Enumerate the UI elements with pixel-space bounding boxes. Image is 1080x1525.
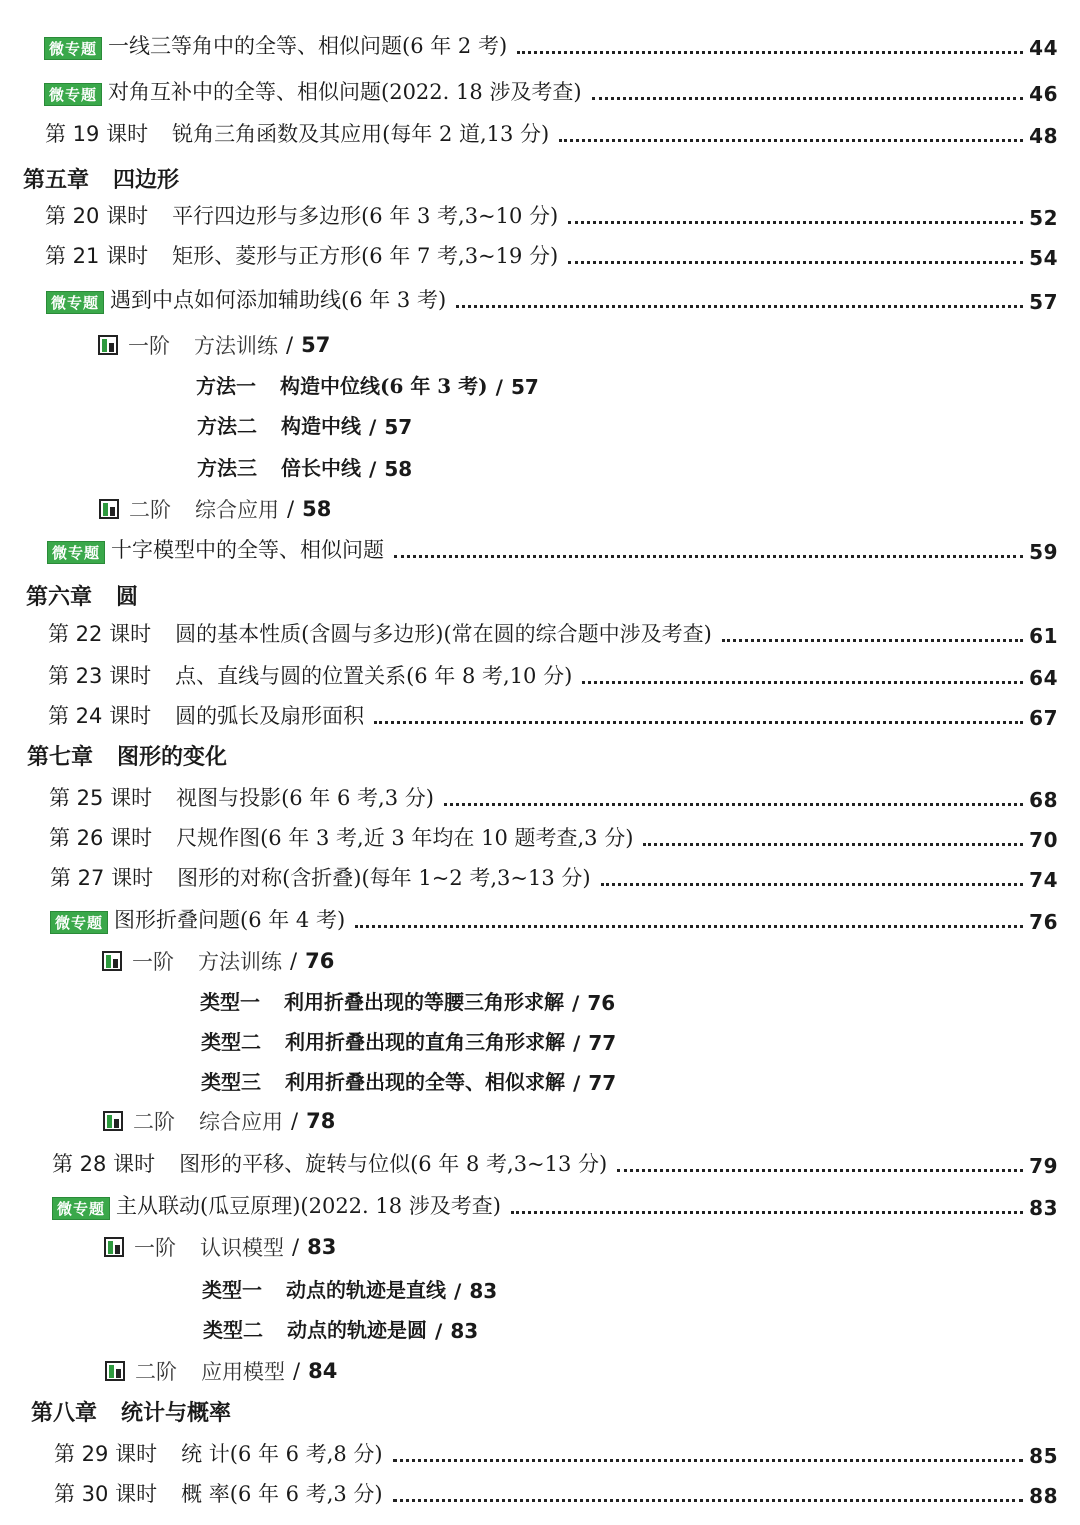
chapter-title: 圆: [116, 585, 139, 610]
chapter-heading[interactable]: [31, 1396, 231, 1427]
stage-bar-icon: [99, 499, 119, 519]
chapter-number: 第八章: [31, 1401, 98, 1426]
toc-entry[interactable]: [48, 618, 1058, 648]
page-number: 61: [1029, 624, 1058, 648]
chapter-heading[interactable]: [27, 740, 227, 771]
method-entry[interactable]: [201, 1066, 616, 1095]
chapter-number: 第五章: [23, 168, 90, 193]
page-number: 57: [1029, 290, 1058, 314]
stage-entry[interactable]: [98, 330, 330, 360]
page-number: 78: [306, 1109, 336, 1133]
micro-topic-badge: 微专题: [50, 911, 108, 934]
page-number: 68: [1029, 788, 1058, 812]
method-title: 构造中位线(6 年 3 考): [280, 374, 488, 398]
entry-title: 点、直线与圆的位置关系(6 年 8 考,10 分): [175, 664, 573, 688]
entry-title: 尺规作图(6 年 3 考,近 3 年均在 10 题考查,3 分): [176, 826, 634, 850]
stage-title: 方法训练: [194, 334, 278, 358]
stage-name: 一阶: [128, 334, 170, 358]
stage-title: 方法训练: [198, 950, 282, 974]
toc-entry[interactable]: [47, 534, 1058, 564]
page-number: 77: [588, 1031, 617, 1055]
toc-entry[interactable]: [45, 200, 1058, 230]
toc-entry[interactable]: [50, 904, 1058, 934]
page-number: 85: [1029, 1444, 1058, 1468]
separator: /: [573, 1071, 581, 1095]
leader-dots: [592, 97, 1024, 100]
toc-entry[interactable]: [44, 76, 1058, 106]
stage-name: 二阶: [135, 1360, 177, 1384]
page-number: 84: [308, 1359, 338, 1383]
page-number: 58: [384, 457, 413, 481]
page-number: 77: [588, 1071, 617, 1095]
page-number: 74: [1029, 868, 1058, 892]
leader-dots: [568, 261, 1023, 264]
method-entry[interactable]: [203, 1314, 478, 1343]
lesson-number: 第 26 课时: [49, 826, 153, 850]
lesson-number: 第 27 课时: [50, 866, 154, 890]
toc-entry[interactable]: [52, 1190, 1058, 1220]
entry-title: 图形折叠问题(6 年 4 考): [114, 908, 346, 932]
toc-entry[interactable]: [49, 782, 1058, 812]
toc-entry[interactable]: [45, 240, 1058, 270]
lesson-number: 第 29 课时: [54, 1442, 158, 1466]
lesson-number: 第 21 课时: [45, 244, 149, 268]
lesson-number: 第 24 课时: [48, 704, 152, 728]
page-number: 57: [384, 415, 413, 439]
stage-title: 综合应用: [199, 1110, 283, 1134]
leader-dots: [559, 139, 1023, 142]
leader-dots: [511, 1211, 1023, 1214]
stage-title: 应用模型: [201, 1360, 285, 1384]
page-number: 48: [1029, 124, 1058, 148]
method-title: 利用折叠出现的全等、相似求解: [285, 1070, 565, 1094]
stage-bar-icon: [102, 951, 122, 971]
entry-title: 十字模型中的全等、相似问题: [111, 538, 385, 562]
micro-topic-badge: 微专题: [47, 541, 105, 564]
stage-title: 综合应用: [195, 498, 279, 522]
entry-title: 对角互补中的全等、相似问题(2022. 18 涉及考查): [108, 80, 582, 104]
page-number: 46: [1029, 82, 1058, 106]
page-number: 83: [450, 1319, 479, 1343]
leader-dots: [643, 843, 1023, 846]
page-number: 70: [1029, 828, 1058, 852]
micro-topic-badge: 微专题: [46, 291, 104, 314]
page-number: 76: [1029, 910, 1058, 934]
entry-title: 图形的平移、旋转与位似(6 年 8 考,3~13 分): [179, 1152, 608, 1176]
separator: /: [286, 333, 294, 357]
stage-bar-icon: [104, 1237, 124, 1257]
method-entry[interactable]: [197, 452, 412, 481]
method-name: 类型三: [201, 1070, 261, 1094]
leader-dots: [582, 681, 1023, 684]
separator: /: [573, 1031, 581, 1055]
separator: /: [495, 375, 503, 399]
separator: /: [290, 949, 298, 973]
method-name: 类型一: [202, 1278, 262, 1302]
method-title: 构造中线: [281, 414, 361, 438]
page-number: 83: [307, 1235, 337, 1259]
entry-title: 遇到中点如何添加辅助线(6 年 3 考): [110, 288, 447, 312]
separator: /: [369, 415, 377, 439]
leader-dots: [517, 51, 1023, 54]
method-name: 方法一: [196, 374, 256, 398]
entry-title: 一线三等角中的全等、相似问题(6 年 2 考): [108, 34, 508, 58]
chapter-heading[interactable]: [26, 580, 138, 611]
toc-entry[interactable]: [49, 822, 1058, 852]
separator: /: [287, 497, 295, 521]
page-number: 52: [1029, 206, 1058, 230]
separator: /: [369, 457, 377, 481]
entry-title: 圆的基本性质(含圆与多边形)(常在圆的综合题中涉及考查): [175, 622, 712, 646]
chapter-title: 四边形: [113, 168, 180, 193]
toc-entry[interactable]: [48, 660, 1058, 690]
lesson-number: 第 20 课时: [45, 204, 149, 228]
lesson-number: 第 19 课时: [45, 122, 149, 146]
page-number: 83: [1029, 1196, 1058, 1220]
chapter-number: 第七章: [27, 745, 94, 770]
page-number: 58: [302, 497, 332, 521]
toc-entry[interactable]: [45, 118, 1058, 148]
entry-title: 视图与投影(6 年 6 考,3 分): [176, 786, 434, 810]
method-name: 方法二: [197, 414, 257, 438]
micro-topic-badge: 微专题: [52, 1197, 110, 1220]
method-entry[interactable]: [201, 1026, 616, 1055]
entry-title: 统 计(6 年 6 考,8 分): [181, 1442, 383, 1466]
entry-title: 概 率(6 年 6 考,3 分): [181, 1482, 383, 1506]
method-entry[interactable]: [200, 986, 615, 1015]
page-number: 59: [1029, 540, 1058, 564]
separator: /: [292, 1235, 300, 1259]
stage-bar-icon: [105, 1361, 125, 1381]
leader-dots: [355, 925, 1023, 928]
entry-title: 主从联动(瓜豆原理)(2022. 18 涉及考查): [116, 1194, 501, 1218]
stage-name: 二阶: [133, 1110, 175, 1134]
method-entry[interactable]: [196, 370, 539, 399]
separator: /: [291, 1109, 299, 1133]
lesson-number: 第 25 课时: [49, 786, 153, 810]
leader-dots: [394, 555, 1023, 558]
lesson-number: 第 23 课时: [48, 664, 152, 688]
lesson-number: 第 30 课时: [54, 1482, 158, 1506]
toc-entry[interactable]: [50, 862, 1058, 892]
stage-entry[interactable]: [99, 494, 331, 524]
leader-dots: [393, 1499, 1024, 1502]
method-name: 类型二: [201, 1030, 261, 1054]
entry-title: 锐角三角函数及其应用(每年 2 道,13 分): [172, 122, 550, 146]
leader-dots: [374, 721, 1023, 724]
method-title: 动点的轨迹是圆: [287, 1318, 427, 1342]
stage-title: 认识模型: [200, 1236, 284, 1260]
chapter-title: 统计与概率: [121, 1401, 232, 1426]
stage-bar-icon: [103, 1111, 123, 1131]
method-name: 方法三: [197, 456, 257, 480]
stage-entry[interactable]: [105, 1356, 337, 1386]
page-number: 64: [1029, 666, 1058, 690]
method-title: 利用折叠出现的直角三角形求解: [285, 1030, 565, 1054]
method-entry[interactable]: [202, 1274, 497, 1303]
method-name: 类型二: [203, 1318, 263, 1342]
stage-name: 一阶: [132, 950, 174, 974]
page-number: 57: [510, 375, 539, 399]
leader-dots: [722, 639, 1023, 642]
stage-entry[interactable]: [104, 1232, 336, 1262]
micro-topic-badge: 微专题: [44, 83, 102, 106]
method-title: 倍长中线: [281, 456, 361, 480]
page-number: 76: [305, 949, 335, 973]
toc-entry[interactable]: [46, 284, 1058, 314]
page-number: 79: [1029, 1154, 1058, 1178]
separator: /: [435, 1319, 443, 1343]
page-number: 44: [1029, 36, 1058, 60]
entry-title: 圆的弧长及扇形面积: [175, 704, 365, 728]
toc-entry[interactable]: [54, 1438, 1058, 1468]
method-title: 动点的轨迹是直线: [286, 1278, 446, 1302]
stage-name: 二阶: [129, 498, 171, 522]
method-name: 类型一: [200, 990, 260, 1014]
chapter-heading[interactable]: [23, 163, 179, 194]
leader-dots: [568, 221, 1023, 224]
leader-dots: [444, 803, 1023, 806]
lesson-number: 第 22 课时: [48, 622, 152, 646]
lesson-number: 第 28 课时: [52, 1152, 156, 1176]
stage-entry[interactable]: [102, 946, 334, 976]
separator: /: [293, 1359, 301, 1383]
chapter-number: 第六章: [26, 585, 93, 610]
page-number: 76: [587, 991, 616, 1015]
toc-entry[interactable]: [52, 1148, 1058, 1178]
page-number: 88: [1029, 1484, 1058, 1508]
entry-title: 矩形、菱形与正方形(6 年 7 考,3~19 分): [172, 244, 559, 268]
separator: /: [454, 1279, 462, 1303]
leader-dots: [617, 1169, 1023, 1172]
leader-dots: [456, 305, 1023, 308]
micro-topic-badge: 微专题: [44, 37, 102, 60]
toc-entry[interactable]: [54, 1478, 1058, 1508]
entry-title: 图形的对称(含折叠)(每年 1~2 考,3~13 分): [177, 866, 591, 890]
separator: /: [572, 991, 580, 1015]
page-number: 57: [301, 333, 331, 357]
leader-dots: [601, 883, 1024, 886]
leader-dots: [393, 1459, 1024, 1462]
toc-entry[interactable]: [48, 700, 1058, 730]
page-number: 83: [469, 1279, 498, 1303]
method-title: 利用折叠出现的等腰三角形求解: [284, 990, 564, 1014]
stage-entry[interactable]: [103, 1106, 335, 1136]
method-entry[interactable]: [197, 410, 412, 439]
entry-title: 平行四边形与多边形(6 年 3 考,3~10 分): [172, 204, 559, 228]
stage-name: 一阶: [134, 1236, 176, 1260]
stage-bar-icon: [98, 335, 118, 355]
toc-entry[interactable]: [44, 30, 1058, 60]
chapter-title: 图形的变化: [117, 745, 228, 770]
page-number: 67: [1029, 706, 1058, 730]
page-number: 54: [1029, 246, 1058, 270]
